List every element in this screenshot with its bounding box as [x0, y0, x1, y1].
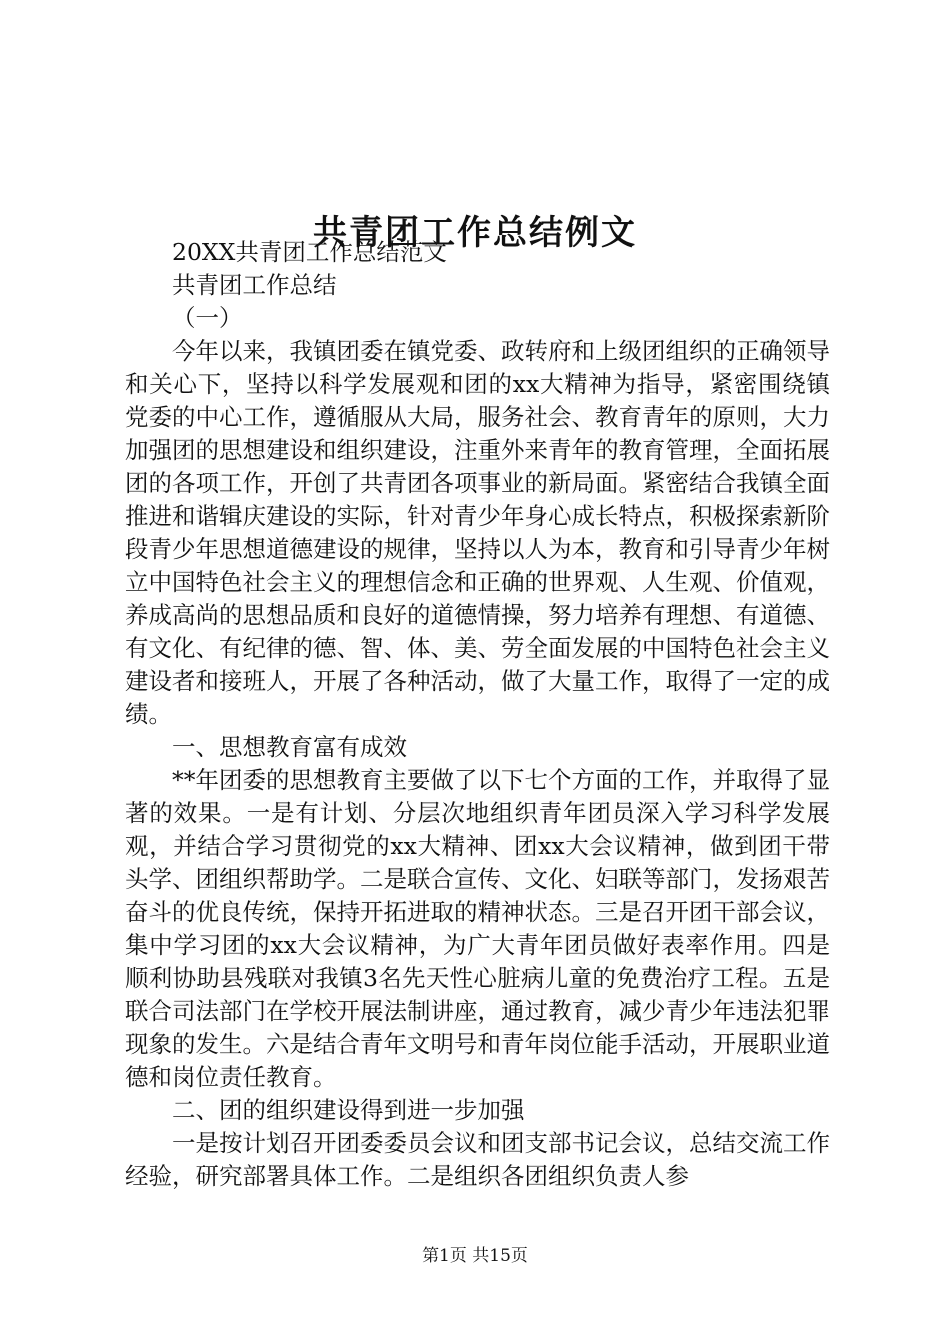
- body-paragraph: **年团委的思想教育主要做了以下七个方面的工作，并取得了显著的效果。一是有计划、分层次地组织青年团员深入学习科学发展观，并结合学习贯彻党的xx大精神、团xx大会议精神，做到团干带头学、团组织帮助学。二是联合宣传、文化、妇联等部门，发扬艰苦奋斗的优良传统，保持开拓进取的精神状态。三是召开团干部会议，集中学习团的xx大会议精神，为广大青年团员做好表率作用。四是顺利协助县残联对我镇3名先天性心脏病儿童的免费治疗工程。五是联合司法部门在学校开展法制讲座，通过教育，减少青少年违法犯罪现象的发生。六是结合青年文明号和青年岗位能手活动，开展职业道德和岗位责任教育。: [125, 766, 830, 1091]
- document-body: [125, 236, 830, 1193]
- body-paragraph: 一是按计划召开团委委员会议和团支部书记会议，总结交流工作经验，研究部署具体工作。二是组织各团组织负责人参: [125, 1129, 830, 1190]
- page-footer: 第1页 共15页: [422, 1246, 528, 1266]
- body-paragraph: 今年以来，我镇团委在镇党委、政转府和上级团组织的正确领导和关心下，坚持以科学发展观和团的xx大精神为指导，紧密围绕镇党委的中心工作，遵循服从大局，服务社会、教育青年的原则，大力加强团的思想建设和组织建设，注重外来青年的教育管理，全面拓展团的各项工作，开创了共青团各项事业的新局面。紧密结合我镇全面推进和谐辑庆建设的实际，针对青少年身心成长特点，积极探索新阶段青少年思想道德建设的规律，坚持以人为本，教育和引导青少年树立中国特色社会主义的理想信念和正确的世界观、人生观、价值观，养成高尚的思想品质和良好的道德情操，努力培养有理想、有道德、有文化、有纪律的德、智、体、美、劳全面发展的中国特色社会主义建设者和接班人，开展了各种活动，做了大量工作，取得了一定的成绩。: [125, 337, 830, 728]
- section-number: （一）: [172, 304, 243, 332]
- subtitle-line: 20XX共青团工作总结范文: [172, 238, 447, 266]
- section-heading: 二、团的组织建设得到进一步加强: [172, 1096, 525, 1124]
- document-title: 共青团工作总结例文: [313, 212, 637, 253]
- section-heading: 一、思想教育富有成效: [172, 733, 407, 761]
- section-heading: 共青团工作总结: [172, 271, 337, 299]
